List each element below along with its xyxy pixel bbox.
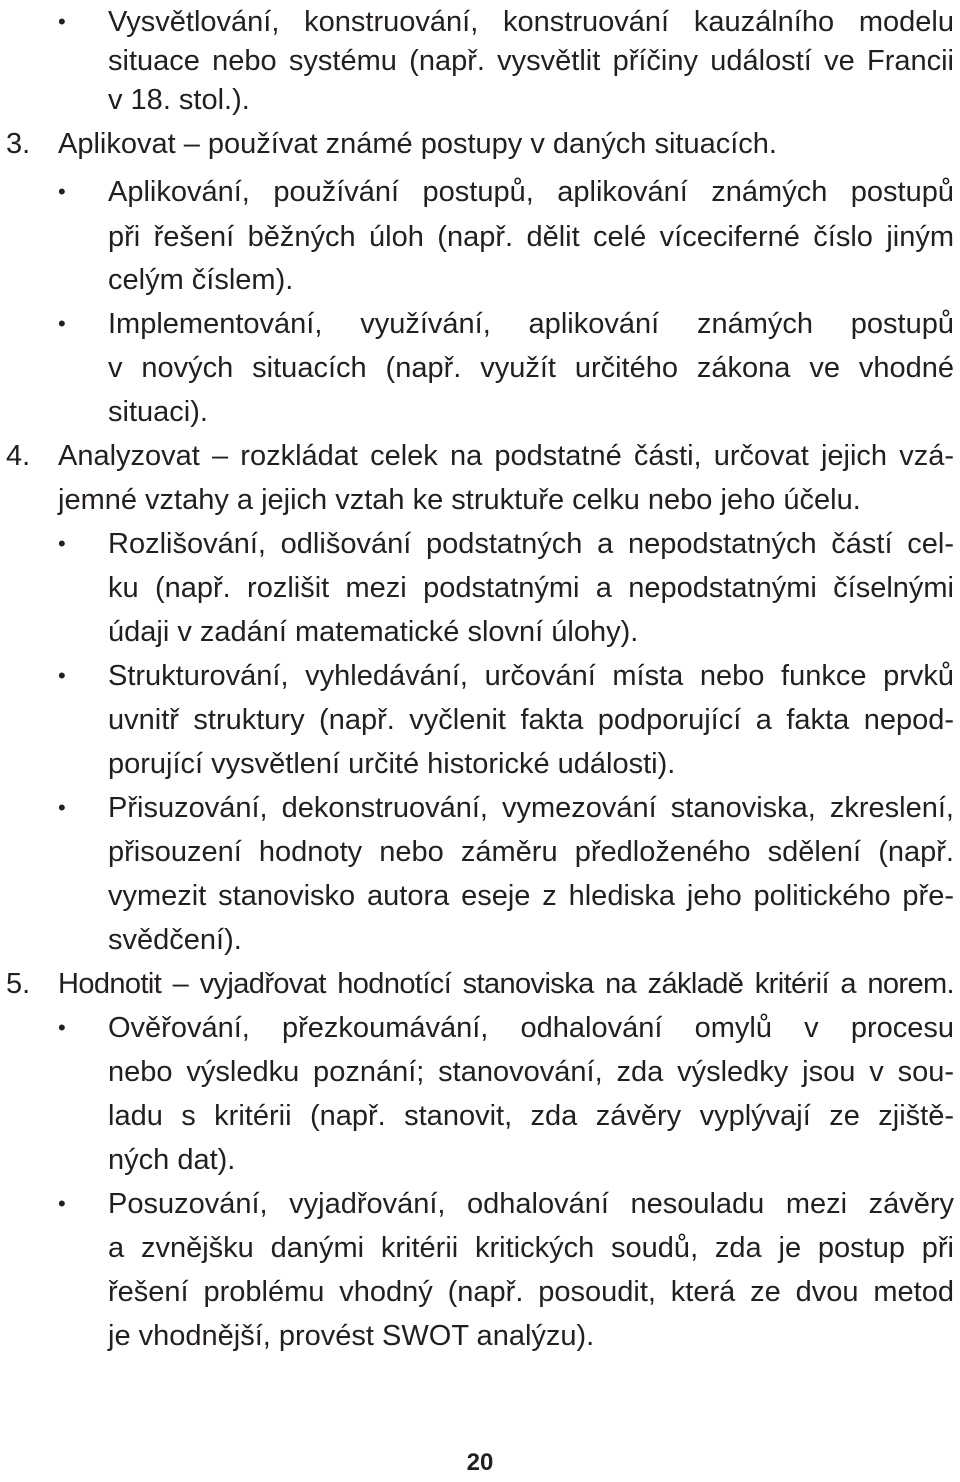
text-line: vymezit stanovisko autora eseje z hlediska jeho politického pře- bbox=[108, 880, 954, 912]
text-line: Aplikování, používání postupů, aplikování známých postupů bbox=[108, 176, 954, 208]
text-line: Strukturování, vyhledávání, určování místa nebo funkce prvků bbox=[108, 660, 954, 692]
bullet-marker: • bbox=[58, 1191, 66, 1216]
text-line: porující vysvětlení určité historické události). bbox=[108, 748, 676, 780]
text-line: Rozlišování, odlišování podstatných a nepodstatných částí cel- bbox=[108, 528, 954, 560]
text-line: Přisuzování, dekonstruování, vymezování stanoviska, zkreslení, bbox=[108, 792, 954, 824]
text-line: ladu s kritérii (např. stanovit, zda závěry vyplývají ze zjiště- bbox=[108, 1100, 954, 1132]
bullet-marker: • bbox=[58, 311, 66, 336]
text-line: přisouzení hodnoty nebo záměru předloženého sdělení (např. bbox=[108, 836, 954, 868]
bullet-marker: • bbox=[58, 179, 66, 204]
page-number: 20 bbox=[466, 1449, 494, 1476]
text-line: je vhodnější, provést SWOT analýzu). bbox=[108, 1320, 595, 1352]
item-number: 4. bbox=[6, 440, 31, 472]
text-line: ku (např. rozlišit mezi podstatnými a nepodstatnými číselnými bbox=[108, 572, 954, 604]
text-line: řešení problému vhodný (např. posoudit, která ze dvou metod bbox=[108, 1276, 954, 1308]
item-number: 3. bbox=[6, 128, 31, 160]
text-line: při řešení běžných úloh (např. dělit celé víceciferné číslo jiným bbox=[108, 221, 954, 253]
item-number: 5. bbox=[6, 968, 31, 1000]
bullet-marker: • bbox=[58, 1015, 66, 1040]
text-line: údaji v zadání matematické slovní úlohy). bbox=[108, 616, 639, 648]
text-line: Posuzování, vyjadřování, odhalování nesouladu mezi závěry bbox=[108, 1188, 954, 1220]
text-line: situaci). bbox=[108, 396, 208, 428]
text-line: Vysvětlování, konstruování, konstruování kauzálního modelu bbox=[108, 6, 954, 38]
bullet-marker: • bbox=[58, 9, 66, 34]
text-line: celým číslem). bbox=[108, 264, 294, 296]
text-line: v nových situacích (např. využít určitého zákona ve vhodné bbox=[108, 352, 954, 384]
text-line: jemné vztahy a jejich vztah ke struktuře celku nebo jeho účelu. bbox=[58, 484, 861, 516]
text-line: Ověřování, přezkoumávání, odhalování omylů v procesu bbox=[108, 1012, 954, 1044]
text-line: ných dat). bbox=[108, 1144, 236, 1176]
text-line: svědčení). bbox=[108, 924, 242, 956]
text-line: Analyzovat – rozkládat celek na podstatné části, určovat jejich vzá- bbox=[58, 440, 954, 472]
text-line: Implementování, využívání, aplikování známých postupů bbox=[108, 308, 954, 340]
bullet-marker: • bbox=[58, 663, 66, 688]
text-line: v 18. stol.). bbox=[108, 84, 250, 116]
text-line: nebo výsledku poznání; stanovování, zda výsledky jsou v sou- bbox=[108, 1056, 954, 1088]
text-line: a zvnějšku danými kritérii kritických soudů, zda je postup při bbox=[108, 1232, 954, 1264]
text-line: Hodnotit – vyjadřovat hodnotící stanoviska na základě kritérií a norem. bbox=[58, 968, 954, 1000]
text-line: uvnitř struktury (např. vyčlenit fakta podporující a fakta nepod- bbox=[108, 704, 954, 736]
bullet-marker: • bbox=[58, 795, 66, 820]
bullet-marker: • bbox=[58, 531, 66, 556]
text-line: situace nebo systému (např. vysvětlit příčiny událostí ve Francii bbox=[108, 45, 954, 77]
text-line: Aplikovat – používat známé postupy v daných situacích. bbox=[58, 128, 777, 160]
